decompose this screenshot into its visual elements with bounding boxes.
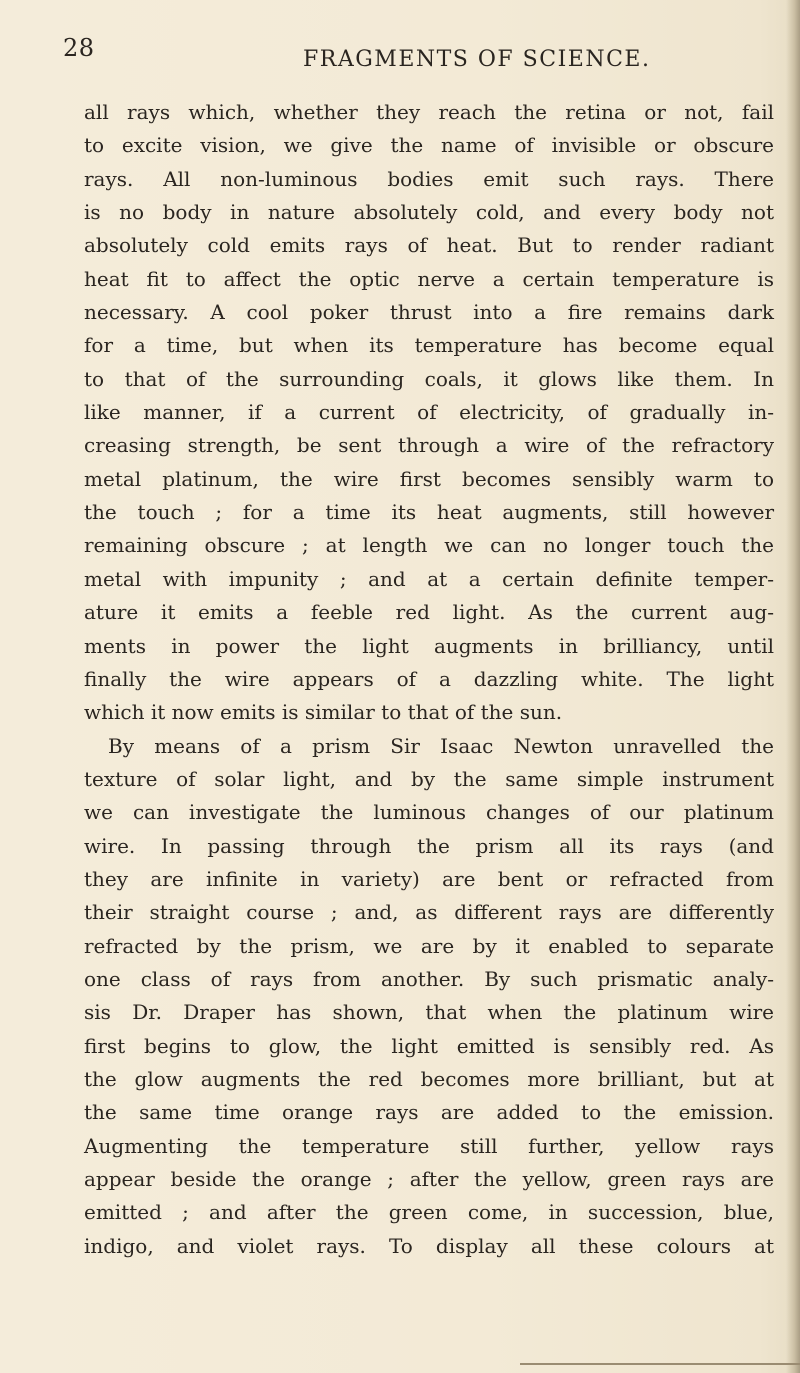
text-line: metal with impunity ; and at a certain definite temper- — [84, 566, 774, 591]
text-line: like manner, if a current of electricity, of gradually in- — [84, 400, 774, 425]
text-line: remaining obscure ; at length we can no longer touch the — [84, 533, 774, 558]
text-line: ature it emits a feeble red light. As the current aug- — [84, 600, 774, 625]
text-line: wire. In passing through the prism all its rays (and — [84, 833, 774, 858]
text-line: rays. All non-luminous bodies emit such rays. There — [84, 166, 774, 191]
running-head: FRAGMENTS OF SCIENCE. — [303, 47, 651, 72]
page-bottom-rule — [520, 1363, 800, 1365]
text-line: all rays which, whether they reach the retina or not, fail — [84, 100, 774, 124]
text-line: the touch ; for a time its heat augments, still however — [84, 500, 774, 525]
text-line: texture of solar light, and by the same simple instrument — [84, 766, 774, 791]
text-line: their straight course ; and, as different rays are differently — [84, 900, 774, 925]
text-line: appear beside the orange ; after the yellow, green rays are — [84, 1167, 774, 1191]
page-edge-shadow — [786, 0, 800, 1373]
text-line: creasing strength, be sent through a wire of the refractory — [84, 433, 774, 458]
body-text — [84, 96, 774, 1263]
text-line: is no body in nature absolutely cold, and every body not — [84, 200, 774, 225]
text-line: we can investigate the luminous changes of our platinum — [84, 800, 774, 825]
text-line: emitted ; and after the green come, in succession, blue, — [84, 1200, 774, 1225]
text-line: necessary. A cool poker thrust into a fire remains dark — [84, 300, 774, 325]
text-line: absolutely cold emits rays of heat. But to render radiant — [84, 233, 774, 258]
text-line: the glow augments the red becomes more brilliant, but at — [84, 1066, 774, 1091]
text-line: they are infinite in variety) are bent or refracted from — [84, 866, 774, 891]
text-line: finally the wire appears of a dazzling white. The light — [84, 666, 774, 691]
text-line: ments in power the light augments in brilliancy, until — [84, 633, 774, 658]
text-line: sis Dr. Draper has shown, that when the platinum wire — [84, 1000, 774, 1025]
page-number: 28 — [63, 34, 95, 62]
text-line: heat fit to affect the optic nerve a certain temperature is — [84, 266, 774, 291]
text-line: which it now emits is similar to that of the sun. — [84, 700, 563, 725]
text-line: By means of a prism Sir Isaac Newton unravelled the — [108, 733, 774, 758]
text-line: to excite vision, we give the name of invisible or obscure — [84, 133, 774, 158]
text-line: metal platinum, the wire first becomes sensibly warm to — [84, 466, 774, 491]
text-line: first begins to glow, the light emitted is sensibly red. As — [84, 1033, 774, 1058]
text-line: the same time orange rays are added to the emission. — [84, 1100, 774, 1125]
text-line: refracted by the prism, we are by it enabled to separate — [84, 933, 774, 958]
text-line: one class of rays from another. By such prismatic analy- — [84, 966, 774, 991]
text-line: Augmenting the temperature still further, yellow rays — [84, 1133, 774, 1158]
text-line: indigo, and violet rays. To display all these colours at — [84, 1233, 774, 1258]
text-line: to that of the surrounding coals, it glows like them. In — [84, 366, 774, 391]
text-line: for a time, but when its temperature has become equal — [84, 333, 774, 358]
